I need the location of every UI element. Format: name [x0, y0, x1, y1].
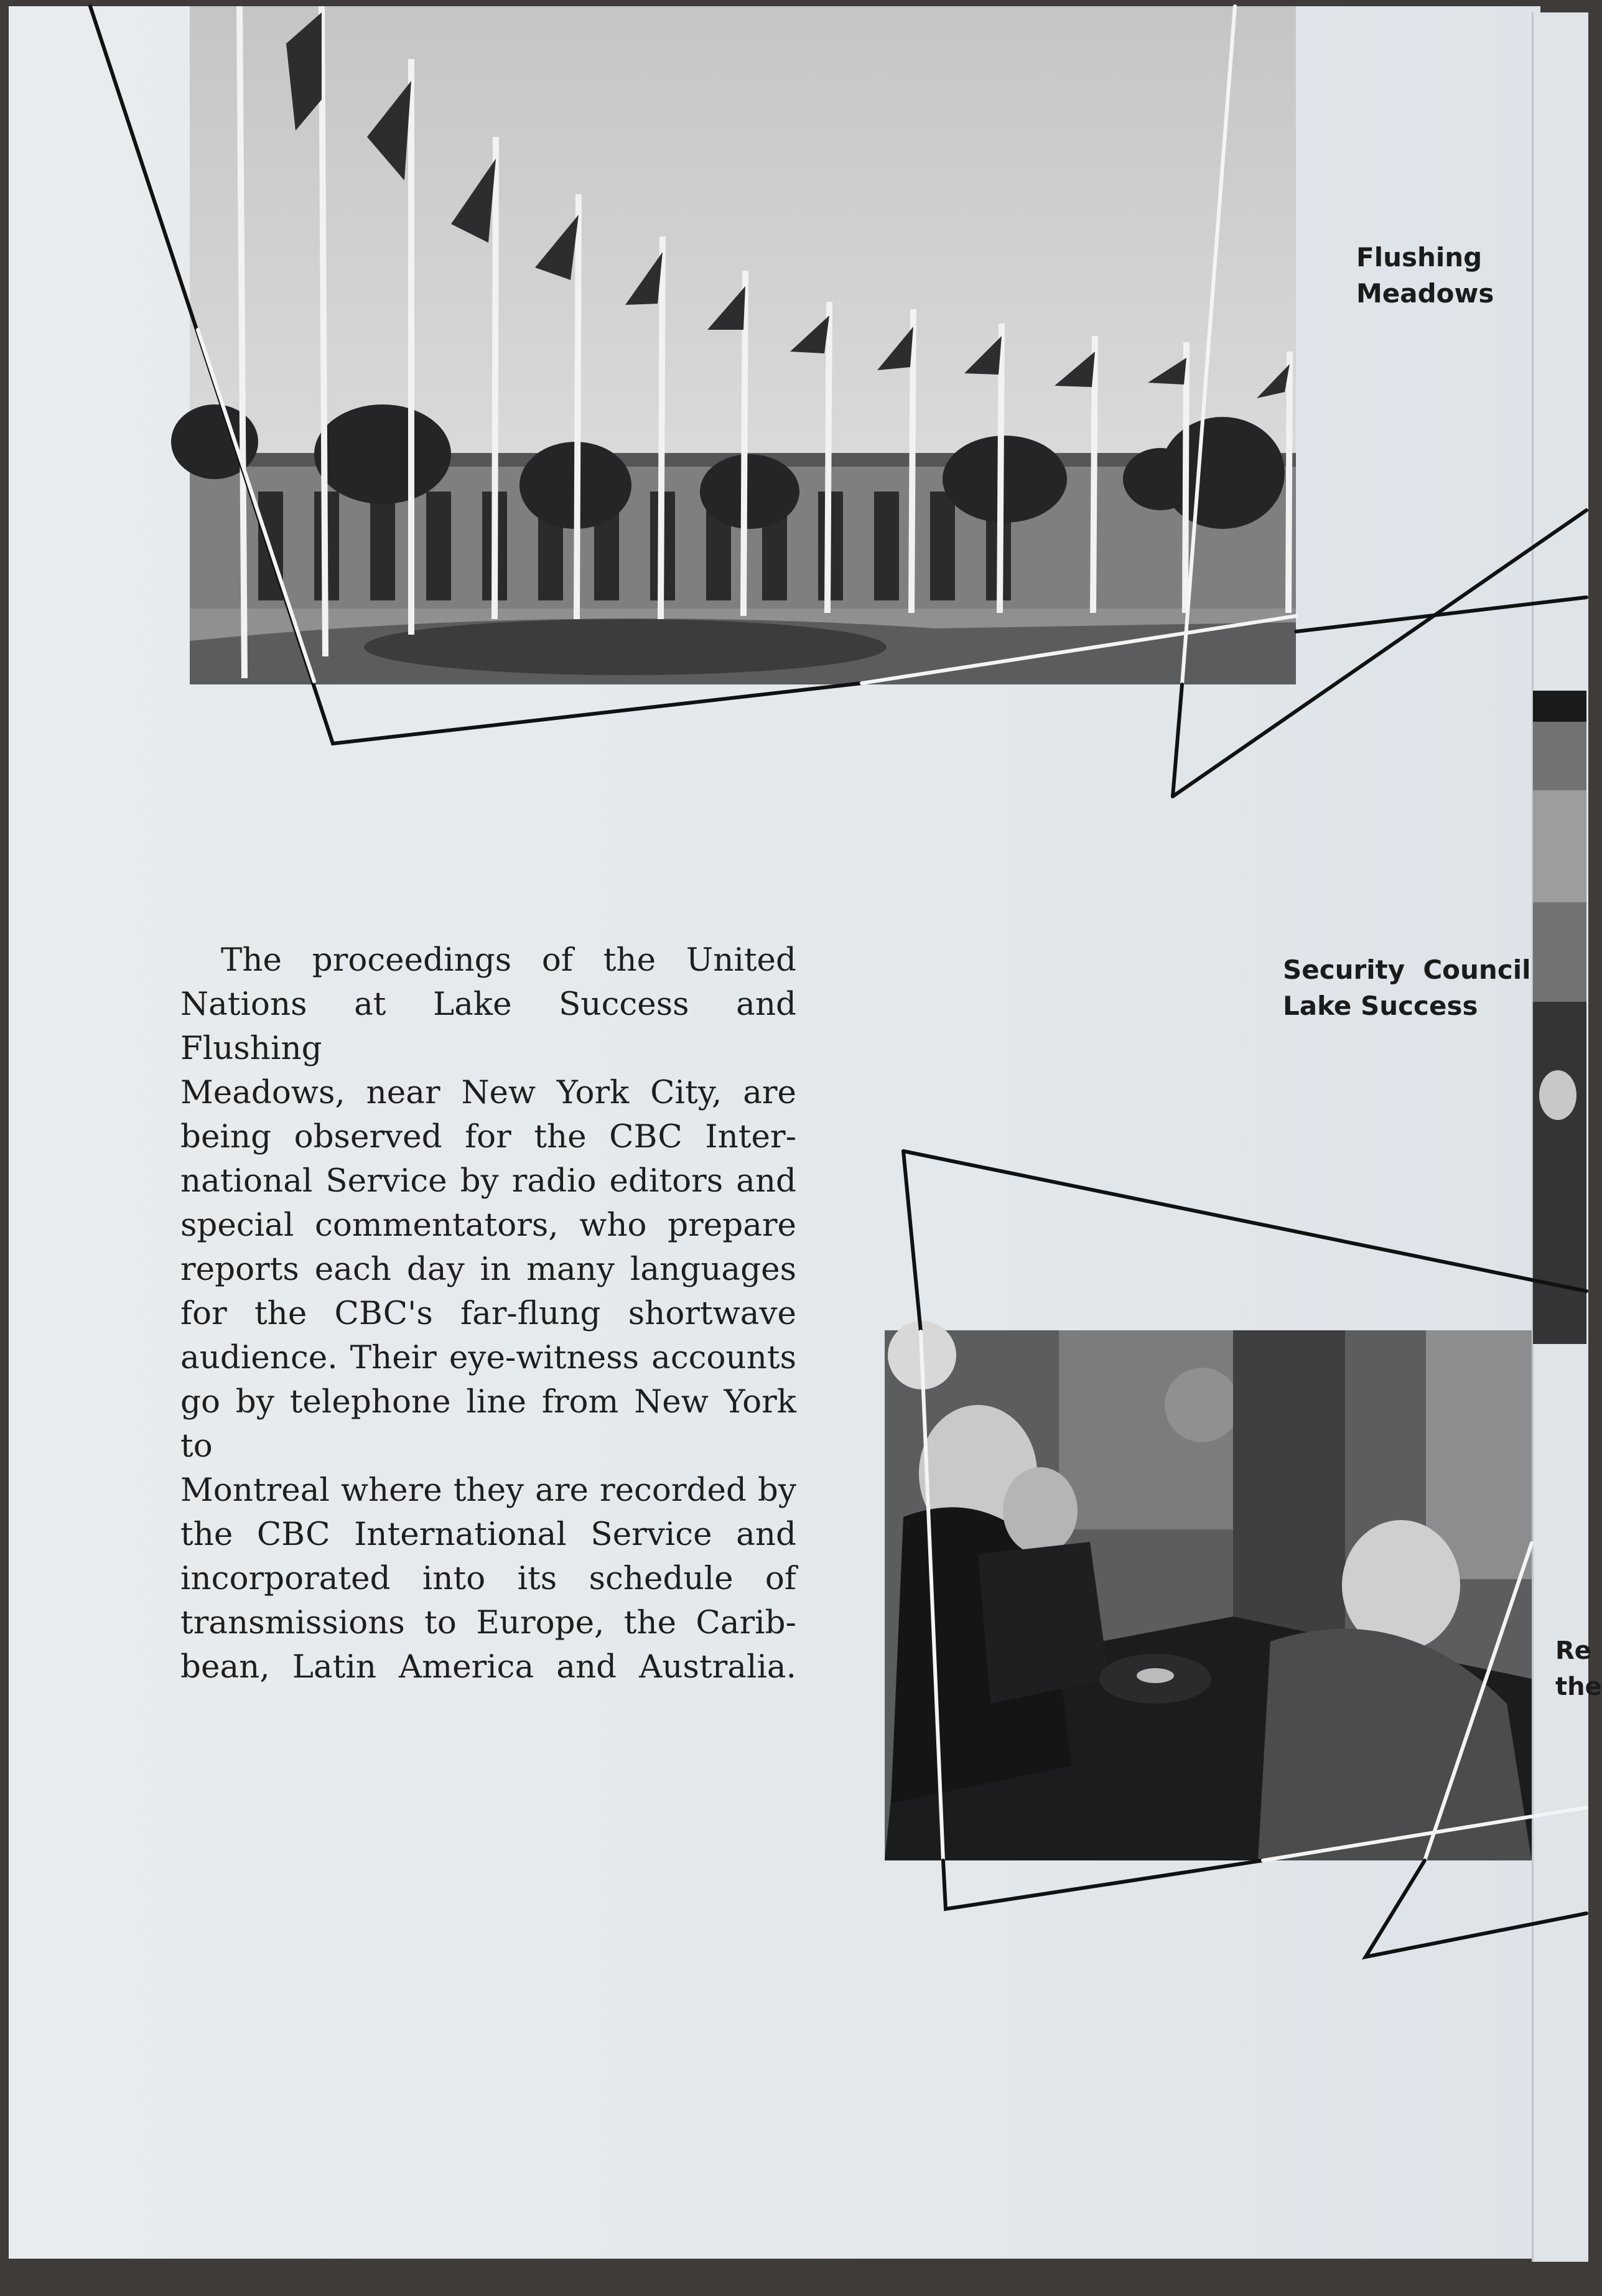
security-council-caption: Security Council Lake Success	[1283, 954, 1531, 1021]
security-council-photo	[1533, 691, 1586, 1344]
article-line: the CBC International Service and	[180, 1516, 796, 1553]
article-line: go by telephone line from New York to	[180, 1383, 796, 1465]
article-line: bean, Latin America and Australia.	[180, 1648, 796, 1686]
article-line: Nations at Lake Success and Flushing	[180, 986, 796, 1067]
article-body	[180, 938, 796, 1689]
flushing-meadows-caption: Flushing Meadows	[1356, 242, 1494, 309]
article-line: Meadows, near New York City, are	[180, 1074, 796, 1111]
article-line: transmissions to Europe, the Carib-	[180, 1604, 796, 1641]
article-line: audience. Their eye-witness accounts	[180, 1339, 796, 1376]
recording-room-photo	[885, 1330, 1532, 1860]
article-line: incorporated into its schedule of	[180, 1560, 796, 1597]
article-line: reports each day in many languages	[180, 1251, 796, 1288]
recording-caption: Re the	[1555, 1636, 1602, 1701]
article-line: for the CBC's far-flung shortwave	[180, 1295, 796, 1332]
article-line: Montreal where they are recorded by	[180, 1472, 796, 1509]
article-line: The proceedings of the United	[221, 941, 796, 979]
article-line: national Service by radio editors and	[180, 1162, 796, 1200]
flushing-meadows-photo	[190, 6, 1296, 684]
article-line: being observed for the CBC Inter-	[180, 1118, 796, 1155]
article-line: special commentators, who prepare	[180, 1206, 796, 1244]
